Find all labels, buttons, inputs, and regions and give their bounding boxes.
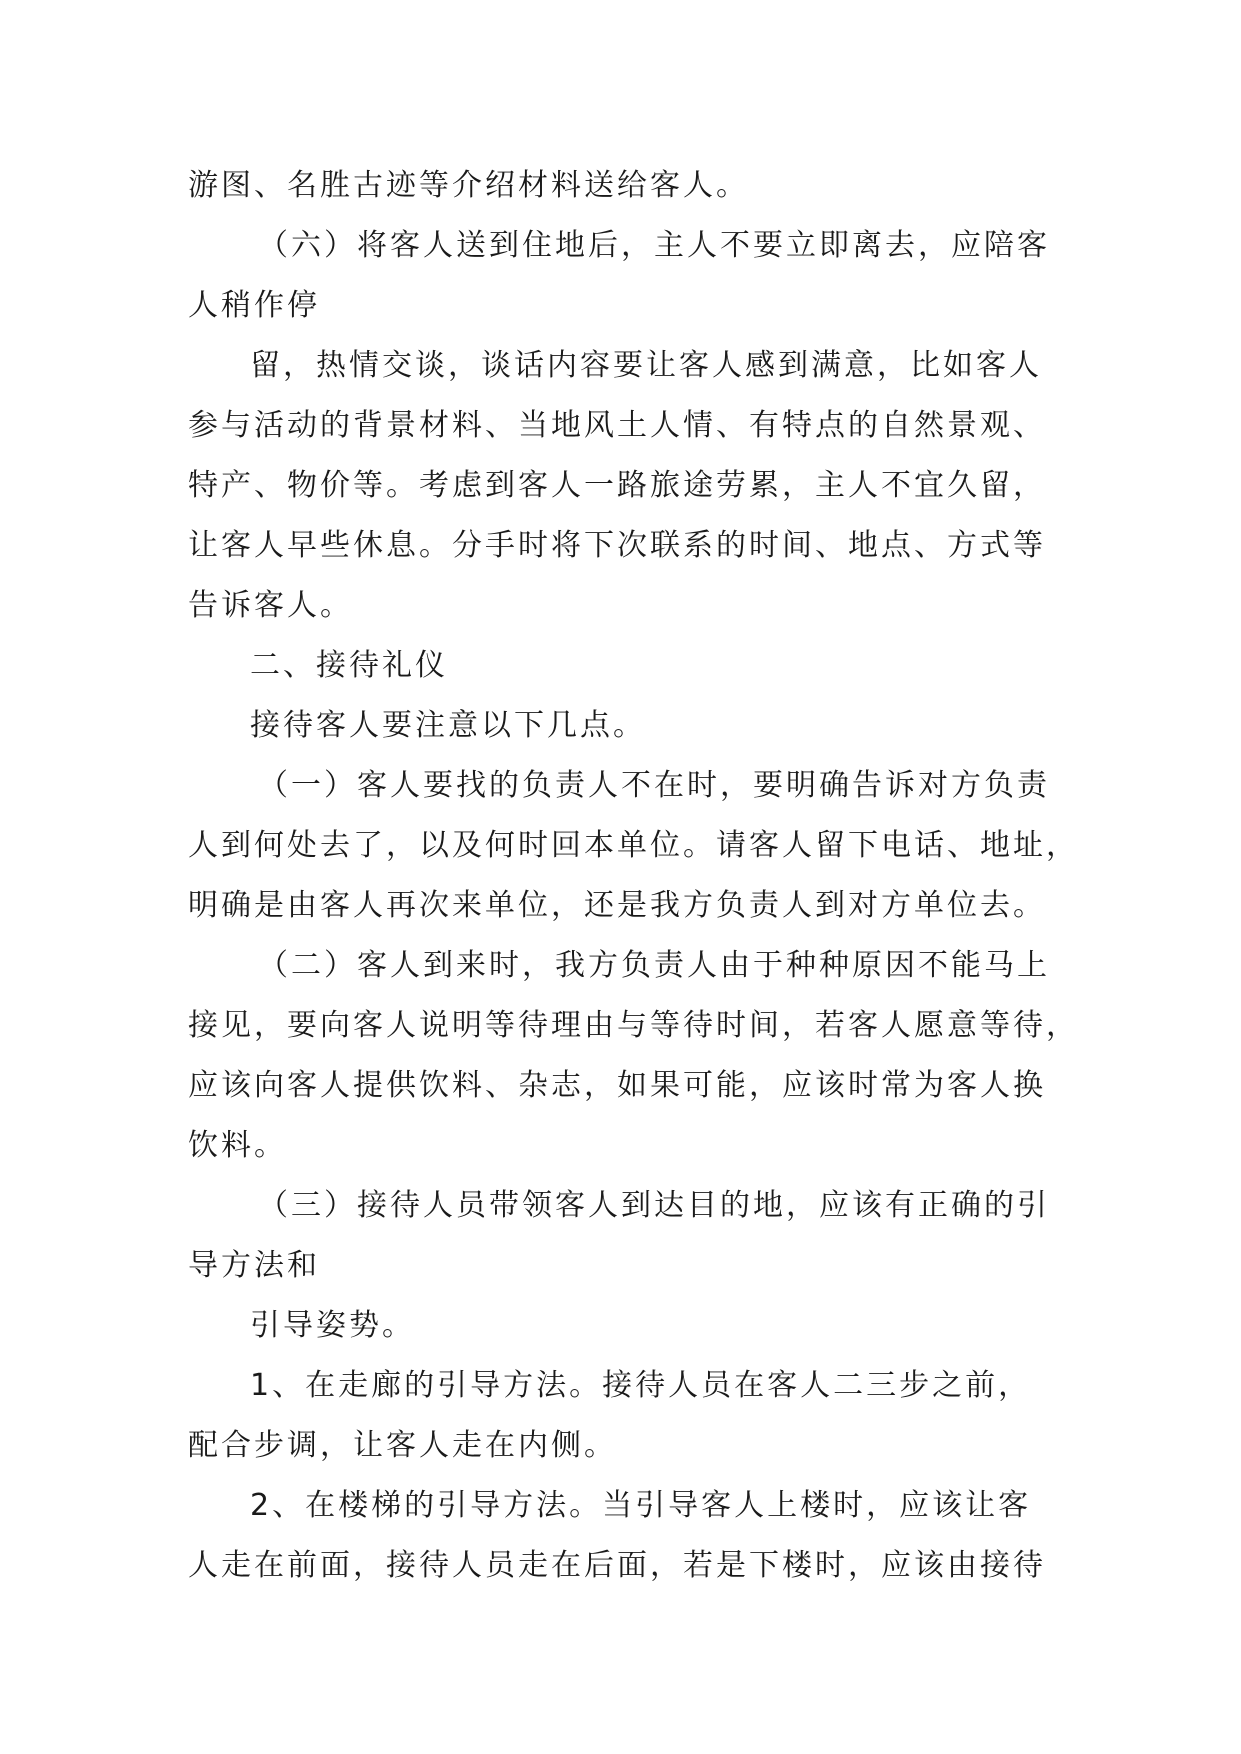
list-item-line: 1、在走廊的引导方法。接待人员在客人二三步之前， (250, 1368, 1032, 1403)
paragraph-line: 饮料。 (188, 1128, 287, 1163)
paragraph-line: 接见，要向客人说明等待理由与等待时间，若客人愿意等待， (188, 1008, 1079, 1043)
paragraph-line: 引导姿势。 (250, 1308, 415, 1343)
list-item-line: 2、在楼梯的引导方法。当引导客人上楼时，应该让客 (250, 1488, 1032, 1523)
paragraph-line: （一）客人要找的负责人不在时，要明确告诉对方负责 (258, 768, 1050, 803)
paragraph-line: 告诉客人。 (188, 588, 353, 623)
paragraph-line: 特产、物价等。考虑到客人一路旅途劳累，主人不宜久留， (188, 468, 1046, 503)
paragraph-line: （三）接待人员带领客人到达目的地，应该有正确的引 (258, 1188, 1050, 1223)
paragraph-line: 人稍作停 (188, 288, 320, 323)
paragraph-line: 留，热情交谈，谈话内容要让客人感到满意，比如客人 (250, 348, 1042, 383)
paragraph-line: 人到何处去了，以及何时回本单位。请客人留下电话、地址， (188, 828, 1079, 863)
paragraph-line: 接待客人要注意以下几点。 (250, 708, 646, 743)
list-item-line: 配合步调，让客人走在内侧。 (188, 1428, 617, 1463)
paragraph-line: 游图、名胜古迹等介绍材料送给客人。 (188, 168, 749, 203)
section-heading: 二、接待礼仪 (250, 648, 448, 683)
paragraph-line: （二）客人到来时，我方负责人由于种种原因不能马上 (258, 948, 1050, 983)
paragraph-line: 参与活动的背景材料、当地风土人情、有特点的自然景观、 (188, 408, 1046, 443)
paragraph-line: 导方法和 (188, 1248, 320, 1283)
paragraph-line: 让客人早些休息。分手时将下次联系的时间、地点、方式等 (188, 528, 1046, 563)
paragraph-line: 应该向客人提供饮料、杂志，如果可能，应该时常为客人换 (188, 1068, 1046, 1103)
document-body (188, 156, 1079, 1596)
paragraph-line: 明确是由客人再次来单位，还是我方负责人到对方单位去。 (188, 888, 1046, 923)
paragraph-line: （六）将客人送到住地后，主人不要立即离去，应陪客 (258, 228, 1050, 263)
list-item-line: 人走在前面，接待人员走在后面，若是下楼时，应该由接待 (188, 1548, 1046, 1583)
